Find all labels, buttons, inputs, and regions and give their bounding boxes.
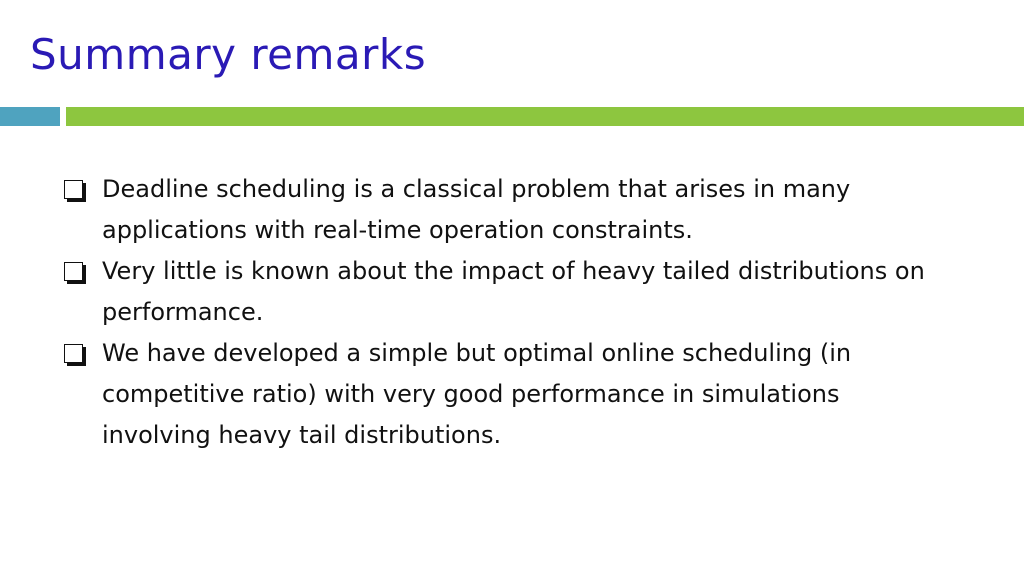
bullet-text: Very little is known about the impact of heavy tailed distributions on performance. xyxy=(102,257,925,326)
checkbox-icon xyxy=(64,180,83,199)
checkbox-icon xyxy=(64,262,83,281)
bullet-item xyxy=(64,251,944,333)
bullet-list xyxy=(64,169,944,456)
bullet-text: We have developed a simple but optimal online scheduling (in competitive ratio) with very good performance in simulations involving heavy tail distributions. xyxy=(102,339,852,449)
bullet-item xyxy=(64,333,944,456)
bullet-text: Deadline scheduling is a classical problem that arises in many applications with real-time operation constraints. xyxy=(102,175,851,244)
title-divider-accent xyxy=(0,107,60,126)
checkbox-icon xyxy=(64,344,83,363)
title-divider-bar xyxy=(66,107,1024,126)
slide-title: Summary remarks xyxy=(30,30,427,79)
bullet-item xyxy=(64,169,944,251)
